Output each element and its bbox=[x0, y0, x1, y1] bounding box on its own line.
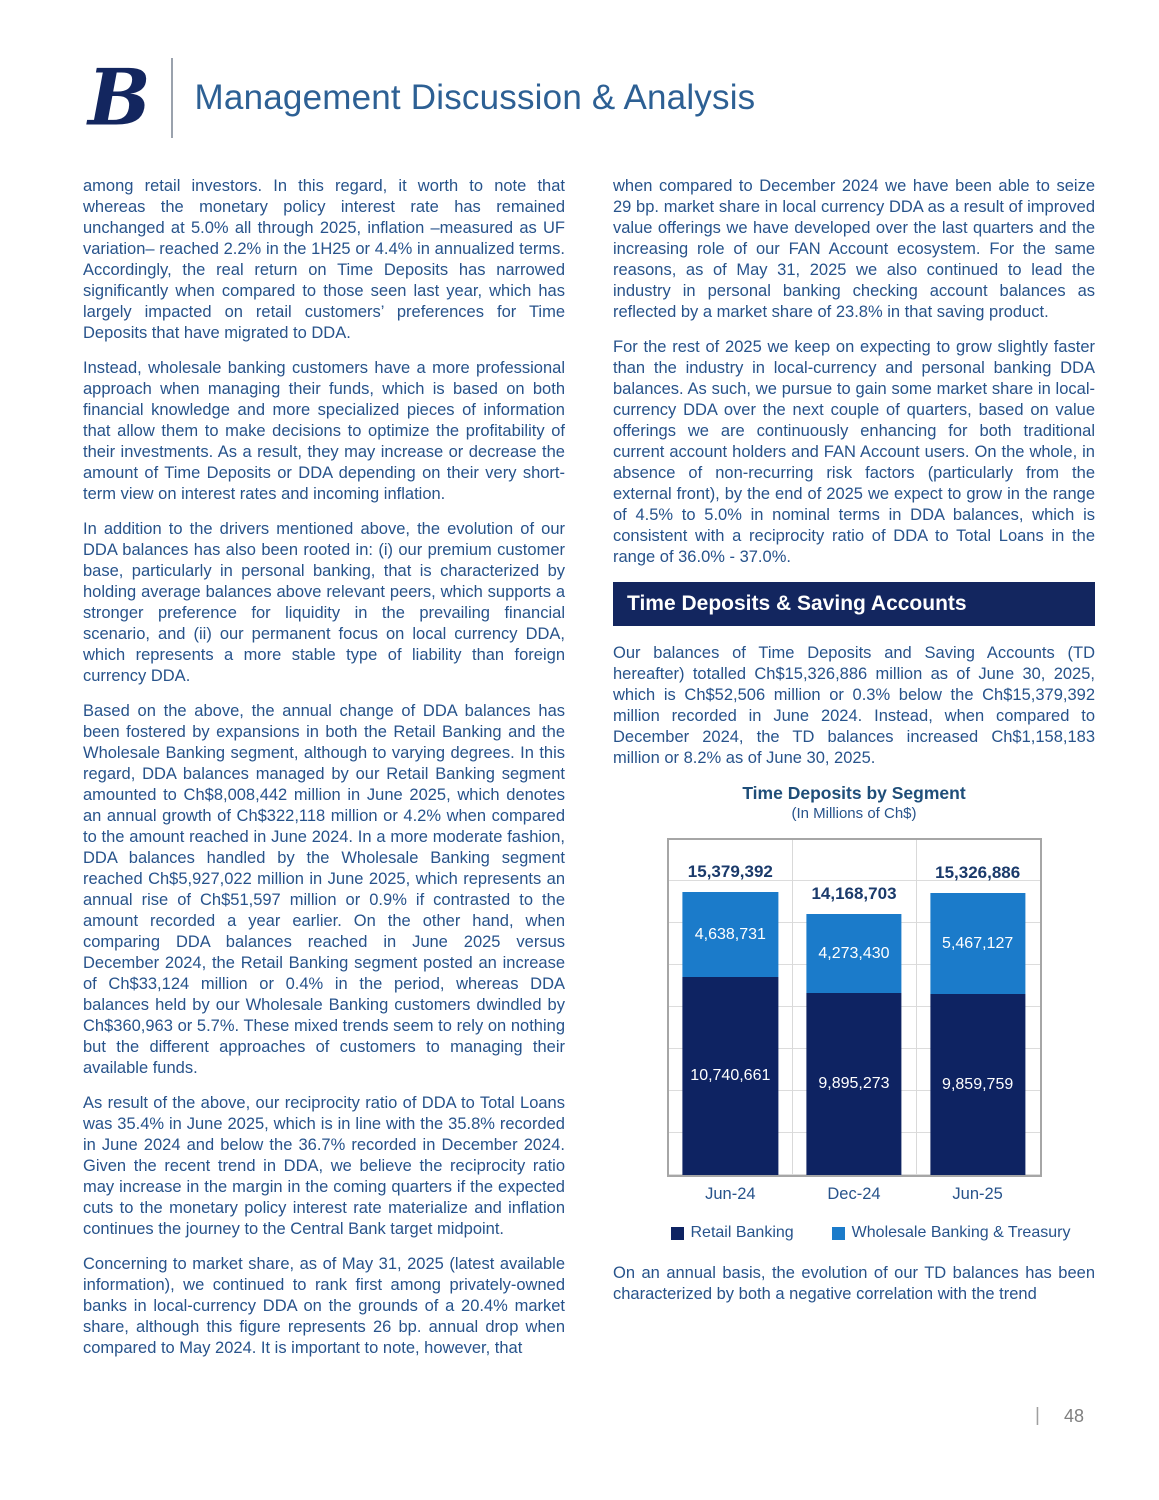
legend-item bbox=[671, 1224, 794, 1242]
bar-stack bbox=[930, 893, 1025, 1175]
legend-swatch bbox=[671, 1227, 684, 1240]
bar-segment bbox=[683, 977, 778, 1175]
page-title: Management Discussion & Analysis bbox=[194, 78, 756, 117]
right-column-mid-paragraphs bbox=[613, 643, 1095, 769]
legend-item bbox=[832, 1224, 1071, 1242]
bar-segment-value: 9,859,759 bbox=[942, 1075, 1014, 1093]
right-column bbox=[613, 176, 1095, 1319]
page-header bbox=[88, 52, 756, 144]
x-axis-label: Jun-24 bbox=[705, 1185, 756, 1203]
right-column-bottom-paragraphs bbox=[613, 1263, 1095, 1305]
x-axis-label: Dec-24 bbox=[827, 1185, 881, 1203]
time-deposits-chart bbox=[613, 783, 1095, 1242]
paragraph: On an annual basis, the evolution of our TD balances has been characterized by both a negative correlation with the trend bbox=[613, 1264, 1095, 1303]
bar-segment-value: 10,740,661 bbox=[690, 1067, 771, 1084]
right-column-top-paragraphs bbox=[613, 176, 1095, 568]
bank-logo: B bbox=[88, 52, 151, 144]
chart-category-column bbox=[669, 840, 794, 1175]
bar-stack bbox=[683, 892, 778, 1175]
paragraph: As result of the above, our reciprocity ratio of DDA to Total Loans was 35.4% in June 2025, which is in line with the 35.8% recorded in June 2024 and below the 36.7% recorded in December 2024. Given the recent trend in DDA, we believe the reciprocity ratio may increase in the margin in the coming quarters if the expected cuts to the monetary policy interest rate materialize and inflation continues the journey to the Central Bank target midpoint. bbox=[83, 1094, 565, 1238]
bar-segment bbox=[930, 994, 1025, 1175]
bar-total-value: 14,168,703 bbox=[811, 884, 897, 903]
bar-total-value: 15,379,392 bbox=[687, 862, 773, 881]
bar-segment bbox=[806, 993, 901, 1175]
paragraph: In addition to the drivers mentioned above, the evolution of our DDA balances has also been rooted in: (i) our premium customer base, particularly in personal banking, that is characterized by holding average balances above relevant peers, which supports a stronger preference for liquidity in the prevailing financial scenario, and (ii) our permanent focus on local currency DDA, which represents a more stable type of liability than foreign currency DDA. bbox=[83, 520, 565, 685]
x-axis-label: Jun-25 bbox=[952, 1185, 1003, 1203]
paragraph: Our balances of Time Deposits and Saving Accounts (TD hereafter) totalled Ch$15,326,886 million as of June 30, 2025, which is Ch$52,506 million or 0.3% below the Ch$15,379,392 million recorded in June 2024. Instead, when compared to December 2024, the TD balances increased Ch$1,158,183 million or 8.2% as of June 30, 2025. bbox=[613, 644, 1095, 767]
chart-x-axis-labels bbox=[669, 1185, 1040, 1204]
bar-segment-value: 9,895,273 bbox=[818, 1075, 890, 1092]
section-heading-banner bbox=[613, 582, 1095, 626]
legend-label: Retail Banking bbox=[690, 1224, 794, 1241]
bar-segment bbox=[930, 893, 1025, 994]
chart-category-column bbox=[916, 840, 1040, 1175]
chart-plot-area bbox=[667, 838, 1042, 1177]
paragraph: when compared to December 2024 we have been able to seize 29 bp. market share in local currency DDA as a result of improved value offerings we have developed over the last quarters and the increasing role of our FAN Account ecosystem. For the same reasons, as of May 31, 2025 we also continued to lead the industry in personal banking checking account balances as reflected by a market share of 23.8% in that saving product. bbox=[613, 177, 1095, 321]
section-heading: Time Deposits & Saving Accounts bbox=[627, 592, 967, 615]
header-divider bbox=[171, 58, 173, 138]
bar-segment-value: 5,467,127 bbox=[942, 934, 1014, 952]
bar-segment bbox=[683, 892, 778, 977]
paragraph: Based on the above, the annual change of DDA balances has been fostered by expansions in both the Retail Banking and the Wholesale Banking segment, although to varying degrees. In this regard, DDA balances managed by our Retail Banking segment amounted to Ch$8,008,442 million in June 2025, which denotes an annual growth of Ch$322,118 million or 4.2% when compared to the amount reached in June 2024. In a more moderate fashion, DDA balances handled by the Wholesale Banking segment reached Ch$5,927,022 million in June 2025, which represents an annual rise of Ch$51,597 million or 0.9% if contrasted to the amount recorded a year earlier. On the other hand, when comparing DDA balances reached in June 2025 versus December 2024, the Retail Banking segment posted an increase of Ch$33,124 million or 0.4% in the period, whereas DDA balances held by our Wholesale Banking customers dwindled by Ch$360,963 or 5.7%. These mixed trends seem to rely on nothing but the different approaches of customers to managing their available funds. bbox=[83, 702, 565, 1077]
paragraph: among retail investors. In this regard, it worth to note that whereas the monetary policy interest rate has remained unchanged at 5.0% all through 2025, inflation –measured as UF variation– reached 2.2% in the 1H25 or 4.4% in annualized terms. Accordingly, the real return on Time Deposits has narrowed significantly when compared to those seen last year, which has largely impacted on retail customers’ preferences for Time Deposits that have migrated to DDA. bbox=[83, 177, 565, 342]
paragraph: Instead, wholesale banking customers have a more professional approach when managing their funds, which is based on both financial knowledge and more specialized pieces of information that allow them to make decisions to optimize the profitability of their investments. As a result, they may increase or decrease the amount of Time Deposits or DDA depending on their very short-term view on interest rates and incoming inflation. bbox=[83, 359, 565, 503]
chart-subtitle: (In Millions of Ch$) bbox=[791, 805, 917, 822]
bar-total-value: 15,326,886 bbox=[935, 863, 1021, 882]
footer-separator: | bbox=[1035, 1405, 1040, 1426]
chart-category-column bbox=[792, 840, 917, 1175]
page-footer bbox=[1035, 1405, 1084, 1427]
paragraph: Concerning to market share, as of May 31, 2025 (latest available information), we continued to rank first among privately-owned banks in local-currency DDA on the grounds of a 20.4% market share, although this figure represents 26 bp. annual drop when compared to May 2024. It is important to note, however, that bbox=[83, 1255, 565, 1357]
paragraph: For the rest of 2025 we keep on expecting to grow slightly faster than the industry in local-currency and personal banking DDA balances. As such, we pursue to gain some market share in local-currency DDA over the next couple of quarters, based on value offerings we are continuously enhancing for both traditional current account holders and FAN Account users. On the whole, in absence of non-recurring risk factors (particularly from the external front), by the end of 2025 we expect to grow in the range of 4.5% to 5.0% in nominal terms in DDA balances, which is consistent with a reciprocity ratio of DDA to Total Loans in the range of 36.0% - 37.0%. bbox=[613, 338, 1095, 566]
bar-segment-value: 4,638,731 bbox=[694, 925, 766, 943]
chart-legend bbox=[667, 1224, 1071, 1242]
page-number: 48 bbox=[1063, 1405, 1084, 1426]
bar-stack bbox=[806, 914, 901, 1175]
chart-title: Time Deposits by Segment bbox=[742, 783, 966, 803]
legend-label: Wholesale Banking & Treasury bbox=[851, 1224, 1071, 1241]
bar-segment-value: 4,273,430 bbox=[818, 944, 890, 962]
bar-segment bbox=[806, 914, 901, 993]
legend-swatch bbox=[832, 1227, 845, 1240]
left-column bbox=[83, 176, 565, 1373]
